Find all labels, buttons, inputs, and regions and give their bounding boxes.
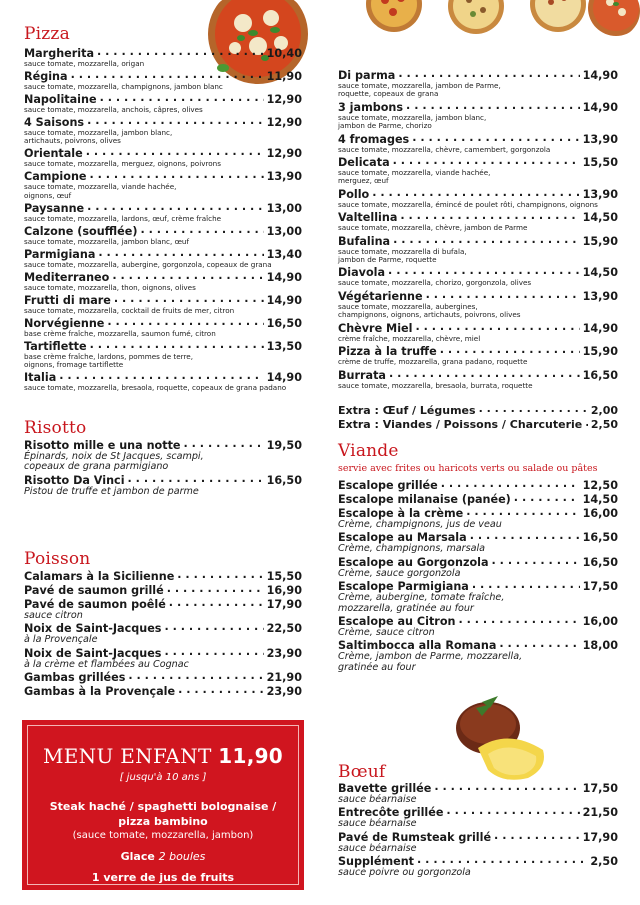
- dot-leader: [90, 170, 264, 180]
- menu-item-head: [24, 340, 302, 353]
- menu-item-head: [24, 685, 302, 698]
- dot-leader: [164, 622, 263, 632]
- menu-item: [24, 47, 302, 68]
- menu-item: [338, 782, 618, 805]
- menu-item: [338, 855, 618, 878]
- menu-item-name: Di parma: [338, 69, 396, 82]
- menu-item: [24, 474, 302, 497]
- section-title-viande: Viande: [338, 441, 399, 461]
- menu-item: [24, 685, 302, 698]
- menu-item-name: Valtellina: [338, 211, 398, 225]
- menu-item-price: 21,50: [582, 806, 618, 820]
- menu-item-description: sauce tomate, mozzarella, aubergines, champignons, oignons, artichauts, poivrons, olives: [338, 301, 521, 320]
- menu-item-price: 14,90: [582, 69, 618, 82]
- dot-leader: [406, 101, 580, 111]
- menu-item-price: 14,50: [582, 493, 618, 506]
- menu-item-price: 16,00: [582, 507, 618, 520]
- menu-item-name: Escalope milanaise (panée): [338, 493, 511, 506]
- menu-item-price: 14,90: [582, 321, 618, 335]
- menu-enfant-jus: 1 verre de jus de fruits: [91, 871, 235, 884]
- menu-item-price: 12,50: [582, 479, 618, 492]
- menu-item-description: Crème, sauce gorgonzola: [338, 567, 461, 579]
- menu-item: [338, 322, 618, 343]
- dot-leader: [417, 855, 587, 865]
- menu-item-description: sauce tomate, mozzarella, lardons, œuf, crème fraîche: [24, 213, 222, 223]
- menu-item-description: sauce tomate, mozzarella, champignons, jambon blanc: [24, 82, 223, 91]
- menu-item: [338, 266, 618, 287]
- dot-leader: [87, 202, 263, 212]
- menu-item: [24, 647, 302, 670]
- menu-item: [338, 404, 618, 417]
- menu-item-description: sauce tomate, mozzarella, origan: [24, 59, 145, 68]
- menu-item-description: Crème, champignons, marsala: [338, 543, 486, 555]
- dot-leader: [114, 294, 264, 304]
- menu-item-description: sauce tomate, mozzarella, chorizo, gorgonzola, olives: [338, 278, 532, 288]
- menu-item: [338, 156, 618, 186]
- menu-item-description: sauce tomate, mozzarella, jambon blanc, artichauts, poivrons, olives: [24, 128, 173, 146]
- menu-item-price: 13,90: [582, 187, 618, 201]
- dot-leader: [466, 507, 579, 517]
- dot-leader: [393, 235, 580, 245]
- extras-list: [338, 403, 618, 431]
- pizza-photo-2: [363, 0, 425, 36]
- menu-item-name: Noix de Saint-Jacques: [24, 646, 162, 660]
- menu-item-description: sauce tomate, mozzarella, chèvre, jambon de Parme: [338, 223, 528, 233]
- dot-leader: [441, 479, 580, 489]
- menu-enfant-line1: Steak haché / spaghetti bolognaise /: [49, 800, 277, 813]
- menu-item-price: 19,50: [266, 439, 302, 452]
- dot-leader: [472, 580, 580, 590]
- menu-item-description: sauce tomate, mozzarella, jambon blanc, jambon de Parme, chorizo: [338, 112, 487, 131]
- menu-item-name: Risotto Da Vinci: [24, 473, 125, 487]
- dot-leader: [388, 266, 580, 276]
- menu-item-name: Chèvre Miel: [338, 321, 413, 335]
- menu-enfant-glace: [24, 849, 302, 864]
- menu-item-description: à la Provençale: [24, 634, 98, 646]
- menu-item-price: 18,00: [582, 639, 618, 653]
- menu-item-description: Crème, jambon de Parme, mozzarella, gratinée au four: [338, 651, 523, 673]
- dot-leader: [440, 345, 580, 355]
- menu-item-description: sauce tomate, mozzarella di bufala, jambon de Parme, roquette: [338, 246, 467, 265]
- menu-item-description: sauce tomate, mozzarella, viande hachée, oignons, œuf: [24, 182, 177, 200]
- menu-item-name: Bufalina: [338, 234, 391, 248]
- dot-leader: [415, 322, 579, 332]
- menu-item: [338, 615, 618, 638]
- dot-leader: [514, 493, 580, 503]
- dot-leader: [494, 831, 580, 841]
- menu-item: [338, 369, 618, 390]
- menu-item: [24, 598, 302, 621]
- menu-item-name: Pavé de saumon poêlé: [24, 598, 166, 611]
- menu-item-name: Napolitaine: [24, 93, 97, 106]
- menu-item-price: 17,90: [266, 598, 302, 611]
- menu-enfant-age: [ jusqu'à 10 ans ]: [119, 772, 207, 783]
- menu-item: [24, 170, 302, 200]
- menu-item: [338, 235, 618, 265]
- menu-item-name: Paysanne: [24, 201, 85, 215]
- menu-item-head: [24, 317, 302, 330]
- menu-item: [338, 507, 618, 530]
- menu-enfant-title: [24, 744, 302, 768]
- menu-item-description: sauce tomate, mozzarella, anchois, câpres, olives: [24, 105, 203, 114]
- menu-item-description: sauce tomate, mozzarella, chèvre, camembert, gorgonzola: [338, 144, 551, 154]
- dot-leader: [100, 93, 264, 103]
- section-title-pizza: Pizza: [24, 24, 70, 44]
- menu-enfant-box: [22, 720, 304, 890]
- menu-item: [338, 290, 618, 320]
- dot-leader: [184, 439, 264, 449]
- menu-enfant-price: 11,90: [218, 744, 284, 768]
- dot-leader: [107, 317, 263, 327]
- menu-item: [24, 439, 302, 473]
- dot-leader: [434, 782, 579, 792]
- menu-item-name: Frutti di mare: [24, 293, 111, 307]
- menu-item-head: [338, 831, 618, 844]
- dot-leader: [128, 474, 264, 484]
- menu-item-name: Entrecôte grillée: [338, 806, 444, 820]
- dot-leader: [59, 371, 263, 381]
- menu-item-price: 14,90: [266, 270, 302, 284]
- menu-item-price: 2,50: [590, 855, 618, 869]
- menu-item-description: sauce béarnaise: [338, 794, 417, 805]
- menu-item-price: 16,90: [266, 584, 302, 597]
- menu-item-price: 12,90: [266, 93, 302, 106]
- menu-item: [338, 831, 618, 854]
- menu-item-description: sauce béarnaise: [338, 818, 417, 830]
- menu-item-name: Calzone (soufflée): [24, 224, 138, 238]
- menu-item-description: Pistou de truffe et jambon de parme: [24, 485, 199, 497]
- menu-item: [24, 202, 302, 223]
- dot-leader: [446, 806, 579, 816]
- menu-item: [24, 317, 302, 338]
- menu-item-name: Mediterraneo: [24, 270, 110, 284]
- menu-enfant-glace-detail: 2 boules: [158, 850, 206, 863]
- menu-item-name: Tartiflette: [24, 339, 87, 353]
- menu-item-price: 13,90: [266, 170, 302, 184]
- menu-item-head: [24, 584, 302, 597]
- menu-item-name: Delicata: [338, 156, 390, 170]
- menu-item-name: 3 jambons: [338, 100, 404, 114]
- dot-leader: [177, 570, 263, 580]
- menu-item-head: [24, 570, 302, 583]
- menu-item-name: Escalope au Marsala: [338, 531, 467, 545]
- menu-item-price: 16,50: [582, 368, 618, 382]
- menu-item-description: sauce tomate, mozzarella, bresaola, burrata, roquette: [338, 380, 533, 390]
- menu-item-description: sauce tomate, mozzarella, émincé de poulet rôti, champignons, oignons: [338, 199, 598, 209]
- menu-item-description: sauce tomate, mozzarella, jambon de Parme, roquette, copeaux de grana: [338, 81, 501, 99]
- menu-item-name: Campione: [24, 170, 87, 184]
- menu-item-price: 12,90: [266, 116, 302, 129]
- menu-item: [24, 93, 302, 114]
- dot-leader: [470, 531, 580, 541]
- menu-item-price: 16,50: [266, 473, 302, 487]
- menu-item-price: 16,00: [582, 615, 618, 629]
- menu-item: [24, 70, 302, 91]
- dot-leader: [585, 418, 588, 428]
- menu-item-name: Orientale: [24, 147, 83, 161]
- menu-item-description: Crème, aubergine, tomate fraîche, mozzarella, gratinée au four: [338, 592, 505, 614]
- menu-item-head: [338, 101, 618, 114]
- dot-leader: [398, 69, 579, 79]
- menu-item-price: 22,50: [266, 622, 302, 636]
- risotto-list: [24, 438, 302, 497]
- menu-item-name: Gambas à la Provençale: [24, 685, 176, 699]
- menu-item: [24, 271, 302, 292]
- menu-item-description: Crème, champignons, jus de veau: [338, 519, 502, 530]
- dot-leader: [90, 340, 264, 350]
- menu-item-name: Végétarienne: [338, 289, 423, 303]
- menu-item: [338, 531, 618, 554]
- menu-item-head: [24, 474, 302, 487]
- menu-item-price: 16,50: [266, 316, 302, 330]
- menu-item-name: Bavette grillée: [338, 782, 432, 795]
- menu-item-price: 14,90: [266, 293, 302, 307]
- menu-item: [338, 639, 618, 673]
- menu-item-name: Supplément: [338, 855, 415, 869]
- section-title-risotto: Risotto: [24, 418, 87, 438]
- menu-item: [24, 248, 302, 269]
- menu-item-head: [24, 202, 302, 215]
- dot-leader: [178, 685, 264, 695]
- menu-item: [24, 570, 302, 583]
- menu-item-name: Gambas grillées: [24, 671, 126, 685]
- menu-item-head: [24, 671, 302, 684]
- menu-item-description: sauce poivre ou gorgonzola: [338, 867, 471, 879]
- menu-item-head: [338, 493, 618, 506]
- dot-leader: [458, 615, 579, 625]
- menu-item-description: base crème fraîche, lardons, pommes de terre, oignons, fromage tartiflette: [24, 351, 193, 370]
- menu-item-name: Pavé de Rumsteak grillé: [338, 830, 492, 844]
- menu-item-head: [338, 479, 618, 492]
- menu-item-name: Pizza à la truffe: [338, 345, 437, 359]
- pizza-photo-4: [527, 0, 589, 36]
- menu-item-price: 15,90: [582, 234, 618, 248]
- menu-item-head: [338, 235, 618, 248]
- menu-item-head: [338, 418, 618, 431]
- dot-leader: [169, 598, 264, 608]
- menu-item-price: 17,90: [582, 830, 618, 844]
- menu-item-price: 13,90: [582, 289, 618, 303]
- dot-leader: [112, 271, 263, 281]
- menu-item: [338, 580, 618, 614]
- menu-item-description: sauce tomate, mozzarella, viande hachée, merguez, œuf: [338, 168, 491, 186]
- dot-leader: [426, 290, 580, 300]
- menu-item-description: sauce citron: [24, 610, 83, 621]
- menu-item: [24, 225, 302, 246]
- dot-leader: [389, 369, 580, 379]
- menu-enfant-line3: (sauce tomate, mozzarella, jambon): [72, 830, 254, 841]
- menu-item-head: [24, 294, 302, 307]
- menu-item-name: Pavé de saumon grillé: [24, 584, 164, 597]
- menu-item: [338, 479, 618, 492]
- menu-item-description: Épinards, noix de St Jacques, scampi, copeaux de grana parmigiano: [24, 451, 204, 473]
- dot-leader: [86, 147, 264, 157]
- menu-item: [338, 806, 618, 829]
- menu-enfant-glace-label: Glace: [120, 850, 155, 863]
- menu-item-name: Burrata: [338, 368, 386, 382]
- dot-leader: [140, 225, 263, 235]
- menu-item-head: [338, 369, 618, 382]
- menu-item: [338, 69, 618, 99]
- menu-item-description: base crème fraîche, mozzarella, saumon fumé, citron: [24, 328, 216, 338]
- menu-item: [24, 584, 302, 597]
- menu-item-description: sauce tomate, mozzarella, jambon blanc, œuf: [24, 236, 190, 246]
- menu-item-price: 2,00: [590, 404, 618, 417]
- menu-item: [338, 101, 618, 131]
- menu-item-name: Margherita: [24, 47, 95, 60]
- menu-item-price: 14,90: [266, 371, 302, 385]
- menu-item: [338, 418, 618, 431]
- menu-item-price: 16,50: [582, 555, 618, 569]
- menu-item-head: [24, 248, 302, 261]
- menu-item-price: 13,00: [266, 224, 302, 238]
- menu-item-name: Italia: [24, 371, 57, 385]
- menu-item: [24, 294, 302, 315]
- menu-item-head: [338, 556, 618, 569]
- menu-item-price: 15,50: [582, 156, 618, 170]
- menu-item-name: Extra : Œuf / Légumes: [338, 404, 476, 417]
- menu-item-price: 11,90: [266, 70, 302, 83]
- menu-item: [24, 371, 302, 392]
- menu-item-price: 14,50: [582, 266, 618, 280]
- menu-item-name: Escalope au Gorgonzola: [338, 555, 489, 569]
- menu-item: [24, 116, 302, 146]
- menu-item-price: 16,50: [582, 531, 618, 545]
- menu-item-price: 14,90: [582, 100, 618, 114]
- dot-leader: [71, 70, 264, 80]
- menu-item-description: sauce tomate, mozzarella, merguez, oignons, poivrons: [24, 159, 221, 169]
- menu-item-description: sauce béarnaise: [338, 842, 417, 854]
- menu-item-price: 23,90: [266, 646, 302, 660]
- menu-item: [24, 147, 302, 168]
- menu-item: [338, 345, 618, 366]
- menu-item-price: 15,50: [266, 570, 302, 583]
- dot-leader: [492, 556, 580, 566]
- dot-leader: [87, 116, 264, 126]
- dot-leader: [412, 133, 579, 143]
- poisson-list: [24, 569, 302, 698]
- menu-item-head: [338, 322, 618, 335]
- menu-item-name: Calamars à la Sicilienne: [24, 570, 175, 583]
- menu-item-head: [24, 225, 302, 238]
- menu-item-name: Noix de Saint-Jacques: [24, 622, 162, 636]
- menu-item-price: 13,00: [266, 201, 302, 215]
- menu-item-price: 2,50: [590, 418, 618, 431]
- pizza-photo-5: [586, 0, 640, 38]
- dot-leader: [128, 671, 263, 681]
- menu-item-name: Régina: [24, 70, 68, 83]
- menu-item-head: [338, 188, 618, 201]
- section-title-poisson: Poisson: [24, 549, 91, 569]
- menu-item-price: 21,90: [266, 671, 302, 685]
- menu-item-name: Risotto mille e una notte: [24, 439, 181, 452]
- dot-leader: [479, 404, 588, 414]
- menu-item-name: Escalope grillée: [338, 479, 438, 492]
- menu-item-head: [338, 133, 618, 146]
- pizza-list-left: [24, 47, 302, 393]
- menu-item-price: 10,40: [266, 47, 302, 60]
- dot-leader: [393, 156, 580, 166]
- boeuf-list: [338, 781, 618, 879]
- menu-item-name: Escalope au Citron: [338, 615, 456, 629]
- dot-leader: [97, 47, 264, 57]
- menu-item-name: Saltimbocca alla Romana: [338, 639, 497, 653]
- menu-item: [24, 340, 302, 370]
- menu-enfant-line2: pizza bambino: [118, 815, 208, 828]
- section-title-boeuf: Bœuf: [338, 762, 386, 782]
- menu-item-name: Escalope à la crème: [338, 507, 464, 520]
- viande-list: [338, 478, 618, 673]
- dot-leader: [167, 584, 264, 594]
- menu-item-name: Escalope Parmigiana: [338, 580, 469, 594]
- menu-item: [338, 211, 618, 232]
- menu-item: [338, 188, 618, 209]
- menu-item-name: 4 fromages: [338, 132, 410, 146]
- menu-item-description: sauce tomate, mozzarella, cocktail de fruits de mer, citron: [24, 305, 235, 315]
- menu-item-description: à la crème et flambées au Cognac: [24, 658, 189, 670]
- dot-leader: [499, 639, 579, 649]
- menu-enfant-title-text: MENU ENFANT: [42, 744, 212, 768]
- dot-leader: [164, 647, 263, 657]
- menu-item-price: 13,90: [582, 132, 618, 146]
- menu-item-price: 13,50: [266, 339, 302, 353]
- menu-item: [338, 493, 618, 506]
- menu-item-name: Parmigiana: [24, 247, 96, 261]
- menu-item: [24, 622, 302, 645]
- pizza-photo-3: [445, 0, 507, 38]
- menu-item-name: Pollo: [338, 187, 370, 201]
- menu-item-description: Crème, sauce citron: [338, 627, 435, 639]
- dot-leader: [400, 211, 579, 221]
- dot-leader: [98, 248, 263, 258]
- menu-item-description: sauce tomate, mozzarella, aubergine, gorgonzola, copeaux de grana: [24, 259, 272, 269]
- menu-item: [24, 671, 302, 684]
- pizza-list-right: [338, 67, 618, 390]
- menu-item-description: sauce tomate, mozzarella, bresaola, roquette, copeaux de grana padano: [24, 383, 287, 393]
- menu-item-description: crème de truffe, mozzarella, grana padano, roquette: [338, 357, 528, 367]
- menu-item-price: 15,90: [582, 345, 618, 359]
- dot-leader: [372, 188, 579, 198]
- menu-item-price: 23,90: [266, 685, 302, 699]
- menu-item-price: 12,90: [266, 147, 302, 161]
- menu-item-name: 4 Saisons: [24, 116, 85, 129]
- menu-item-head: [338, 290, 618, 303]
- menu-item-name: Extra : Viandes / Poissons / Charcuterie: [338, 418, 583, 431]
- viande-subtitle: servie avec frites ou haricots verts ou salade ou pâtes: [338, 463, 598, 474]
- menu-item-price: 13,40: [266, 247, 302, 261]
- menu-item-head: [338, 404, 618, 417]
- menu-item: [338, 556, 618, 579]
- menu-item-price: 17,50: [582, 580, 618, 594]
- menu-item-price: 14,50: [582, 211, 618, 225]
- menu-item-price: 17,50: [582, 782, 618, 795]
- menu-item-description: sauce tomate, mozzarella, thon, oignons, olives: [24, 282, 196, 292]
- steak-photo: [448, 688, 558, 784]
- left-column: [24, 0, 302, 699]
- menu-item: [338, 133, 618, 154]
- menu-item-name: Norvégienne: [24, 316, 105, 330]
- menu-item-name: Diavola: [338, 266, 386, 280]
- menu-item-description: crème fraîche, mozzarella, chèvre, miel: [338, 333, 481, 343]
- menu-item-head: [24, 647, 302, 660]
- menu-item-head: [24, 271, 302, 284]
